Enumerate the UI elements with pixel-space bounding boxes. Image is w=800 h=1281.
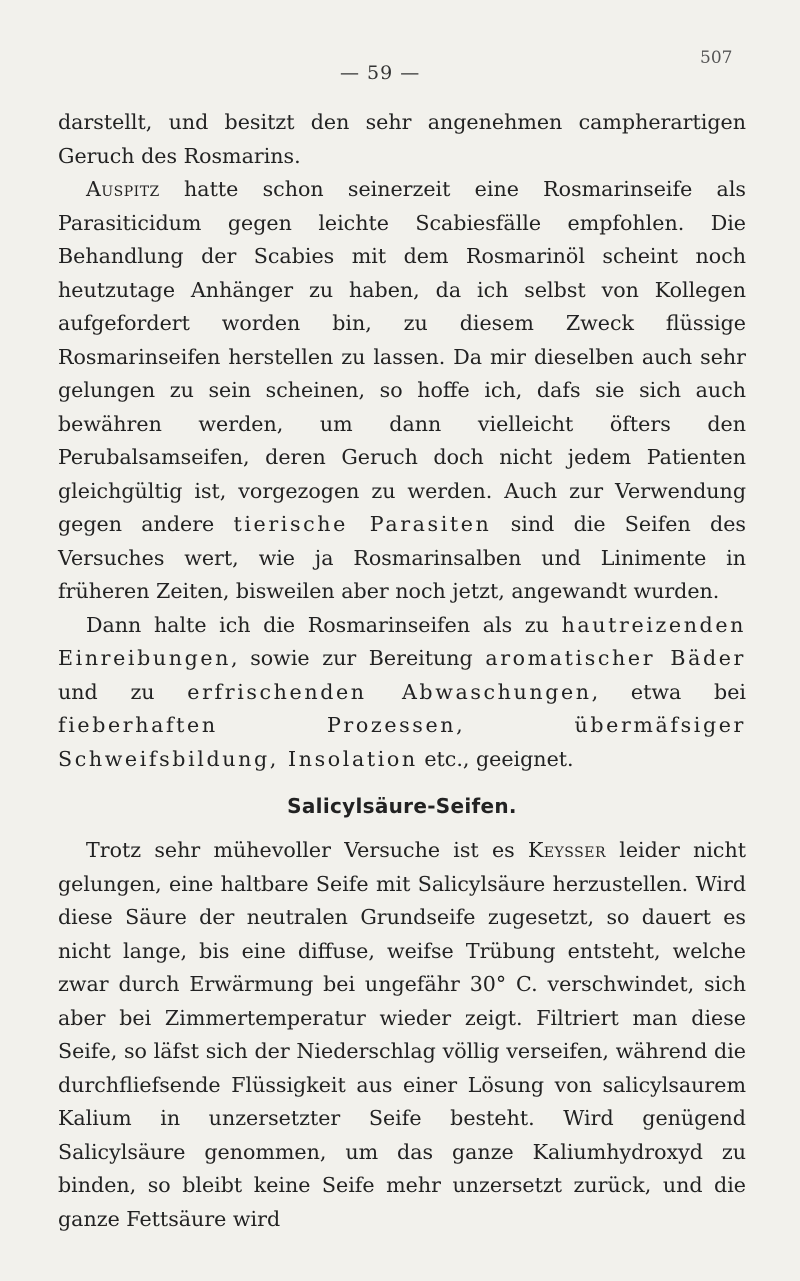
text-fragment: etc., geeignet. (417, 746, 574, 771)
emphasis-tierische-parasiten: tierische Parasiten (233, 512, 492, 536)
text-fragment: hatte schon seinerzeit eine Rosmarinseife als Parasiticidum gegen leichte Scabiesfälle empfohlen. Die Behandlung der Scabies mit dem Rosmarinöl scheint noch heutzutage Anhänger zu haben, da ich selbst von Kollegen aufgefordert worden bin, zu diesem Zweck flüssige Rosmarinseifen herstellen zu lassen. Da mir dieselben auch sehr gelungen zu sein scheinen, so hoffe ich, dafs sie sich auch bewähren werden, um dann vielleicht öfters den Perubalsamseifen, deren Geruch doch nicht jedem Patienten gleichgültig ist, vorgezogen zu werden. Auch zur Verwendung gegen andere (58, 177, 746, 536)
text-fragment: sind die Seifen des Versuches wert, wie ja Rosmarinsalben und Linimente in früheren Zeiten, bisweilen aber noch jetzt, angewandt wurden. (58, 512, 746, 603)
text-fragment: , sowie zur Bereitung (231, 646, 486, 670)
emphasis-einreibungen: hautreizenden Einreibungen (58, 612, 746, 670)
paragraph-salicylsaeure (58, 834, 746, 1236)
text-fragment: Trotz sehr mühevoller Versuche ist es (86, 838, 528, 862)
body-text (58, 106, 746, 1236)
text-fragment: leider nicht gelungen, eine haltbare Seife mit Salicylsäure herzustellen. Wird diese Säure der neutralen Grundseife zugesetzt, so dauert es nicht lange, bis eine diffuse, weifse Trübung entsteht, welche zwar durch Erwärmung bei ungefähr 30° C. verschwindet, sich aber bei Zimmertemperatur wieder zeigt. Filtriert man diese Seife, so läfst sich der Niederschlag völlig verseifen, während die durchfliefsende Flüssigkeit aus einer Lösung von salicylsaurem Kalium in unzersetzter Seife besteht. Wird genügend Salicylsäure genommen, um das ganze Kaliumhydroxyd zu binden, so bleibt keine Seife mehr unzersetzt zurück, und die ganze Fettsäure wird (58, 838, 746, 1231)
section-heading: Salicylsäure-Seifen. (287, 794, 517, 818)
emphasis-prozessen: fieberhaften Prozessen, übermäfsiger Schweifsbildung, Insolation (58, 713, 746, 771)
text-fragment: Dann halte ich die Rosmarinseifen als zu (86, 612, 562, 637)
margin-page-number: 507 (700, 48, 733, 68)
author-name-keysser: Keysser (527, 838, 606, 862)
emphasis-baeder: aromatischer Bäder (485, 646, 746, 670)
author-name-auspitz: Auspitz (86, 177, 160, 201)
paragraph-rosmarin-scent: darstellt, und besitzt den sehr angenehmen campherartigen Geruch des Rosmarins. (58, 110, 746, 168)
paragraph-uses (58, 609, 746, 777)
text-fragment: , etwa bei (591, 679, 746, 704)
text-fragment: und zu (58, 679, 188, 704)
page-number: — 59 — (340, 62, 421, 84)
paragraph-auspitz (58, 173, 746, 609)
emphasis-abwaschungen: erfrischenden Abwaschungen (187, 679, 592, 704)
